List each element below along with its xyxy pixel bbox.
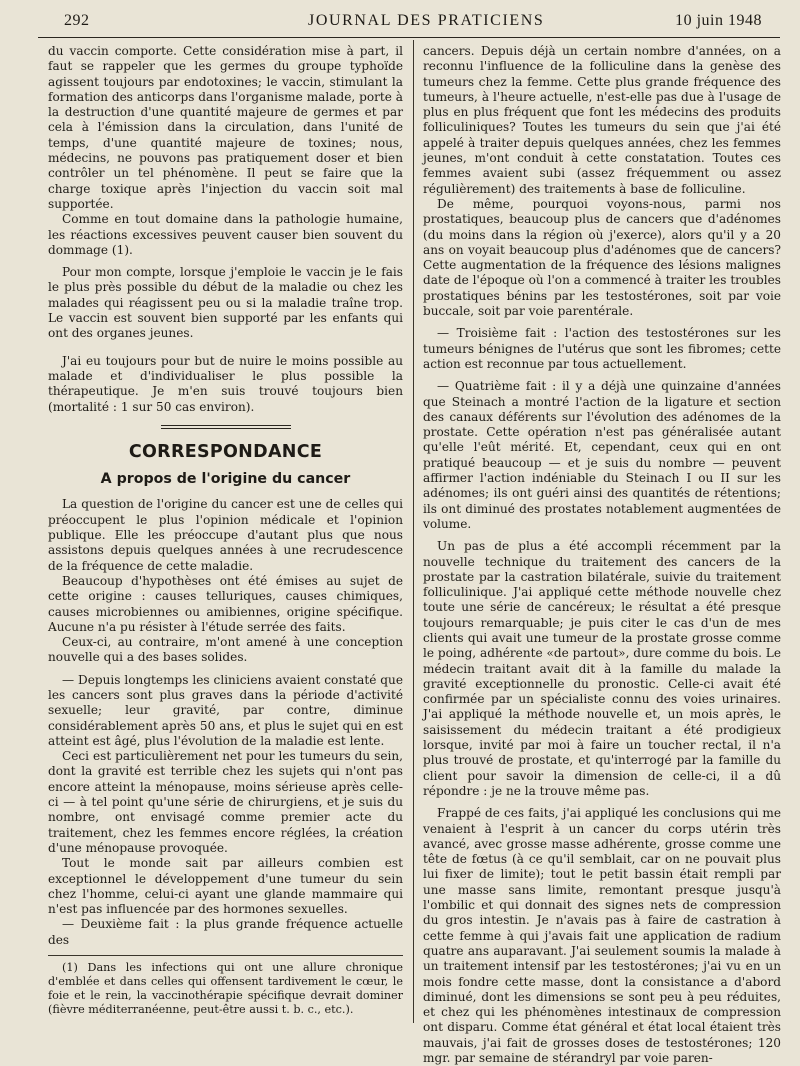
issue-date: 10 juin 1948 [675, 12, 762, 29]
paragraph: — Deuxième fait : la plus grande fréquence actuelle des [48, 917, 403, 947]
paragraph: Tout le monde sait par ailleurs combien est exceptionnel le développement d'une tumeur du sein chez l'homme, celui-ci ayant une glande mammaire qui n'est pas influencée par des hormones sexuelles. [48, 856, 403, 917]
paragraph: Un pas de plus a été accompli récemment par la nouvelle technique du traitement des cancers de la prostate par la castration bilatérale, suivie du traitement folliculinique. J'ai appliqué cette méthode nouvelle chez toute une série de cancéreux; le résultat a été presque toujours remarquable; je puis citer le cas d'un de mes clients qui avait une tumeur de la prostate grosse comme le poing, adhérente «de partout», dure comme du bois. Le médecin traitant avait dit à la famille du malade la gravité exceptionnelle du pronostic. Celle-ci avait été confirmée par un spécialiste connu des voies urinaires. J'ai appliqué la méthode nouvelle et, un mois après, le saisissement du médecin traitant a été prodigieux lorsque, invité par moi à faire un toucher rectal, il n'a plus trouvé de prostate, et qu'interrogé par la famille du client pour savoir la dimension de celle-ci, il a dû répondre : je ne la trouve même pas. [423, 539, 781, 798]
footnote-rule [48, 955, 403, 956]
paragraph: Beaucoup d'hypothèses ont été émises au sujet de cette origine : causes telluriques, causes chimiques, causes microbiennes ou amibiennes, origine spécifique. Aucune n'a pu résister à l'étude serrée des faits. [48, 573, 403, 634]
right-column [423, 44, 781, 1066]
page-number: 292 [64, 12, 90, 29]
paragraph: De même, pourquoi voyons-nous, parmi nos prostatiques, beaucoup plus de cancers que d'adénomes (du moins dans la région où j'exerce), alors qu'il y a 20 ans on voyait beaucoup plus d'adénomes que de cancers? Cette augmentation de la fréquence des lésions malignes date de l'époque où l'on a commencé à traiter les troubles prostatiques bénins par les testostérones, soit par voie buccale, soit par voie parentérale. [423, 196, 781, 319]
journal-title: JOURNAL DES PRATICIENS [308, 12, 545, 29]
paragraph: La question de l'origine du cancer est une de celles qui préoccupent le plus l'opinion médicale et l'opinion publique. Elle les préoccupe d'autant plus que nous assistons depuis quelques années à une recrudescence de la fréquence de cette maladie. [48, 497, 403, 573]
paragraph: cancers. Depuis déjà un certain nombre d'années, on a reconnu l'influence de la folliculine dans la genèse des tumeurs chez la femme. Cette plus grande fréquence des tumeurs, à l'heure actuelle, n'est-elle pas due à l'usage de plus en plus fréquent que font les médecins des produits folliculiniques? Toutes les tumeurs du sein que j'ai été appelé à traiter depuis quelques années, chez les femmes jeunes, m'ont conduit à cette constatation. Toutes ces femmes avaient subi (assez fréquemment ou assez régulièrement) des traitements à base de folliculine. [423, 44, 781, 196]
paragraph: Pour mon compte, lorsque j'emploie le vaccin je le fais le plus près possible du début de la maladie ou chez les malades qui réagissent peu ou si la maladie traîne trop. Le vaccin est souvent bien supporté par les enfants qui ont des organes jeunes. [48, 265, 403, 341]
paragraph: Ceci est particulièrement net pour les tumeurs du sein, dont la gravité est terrible chez les sujets qui n'ont pas encore atteint la ménopause, moins sérieuse après celle-ci — à tel point qu'une série de chirurgiens, et je suis du nombre, ont envisagé comme premier acte du traitement, chez les femmes encore réglées, la création d'une ménopause provoquée. [48, 749, 403, 855]
paragraph: — Troisième fait : l'action des testostérones sur les tumeurs bénignes de l'utérus que sont les fibromes; cette action est reconnue par tous actuellement. [423, 326, 781, 371]
footnote: (1) Dans les infections qui ont une allure chronique d'emblée et dans celles qui offensent tardivement le cœur, le foie et le rein, la vaccinothérapie spécifique devrait dominer (fièvre méditerranéenne, peut-être aussi t. b. c., etc.). [48, 961, 403, 1017]
paragraph: Ceux-ci, au contraire, m'ont amené à une conception nouvelle qui a des bases solides. [48, 635, 403, 665]
paragraph: Frappé de ces faits, j'ai appliqué les conclusions qui me venaient à l'esprit à un cancer du corps utérin très avancé, avec grosse masse adhérente, grosse comme une tête de fœtus (à ce qu'il semblait, car on ne pouvait plus lui fixer de limite); tout le petit bassin était rempli par une masse sans limite, remontant presque jusqu'à l'ombilic et qui donnait des signes nets de compression du gros intestin. Je n'avais pas à faire de castration à cette femme à qui j'avais fait une application de radium quatre ans auparavant. J'ai seulement soumis la malade à un traitement intensif par les testostérones; j'ai vu en un mois fondre cette masse, dont la consistance a d'abord diminué, dont les dimensions se sont peu à peu réduites, et chez qui les phénomènes intestinaux de compression ont disparu. Comme état général et état local étaient très mauvais, j'ai fait de grosses doses de testostérones; 120 mgr. par semaine de stérandryl par voie paren- [423, 806, 781, 1065]
section-divider [161, 425, 291, 429]
header-rule [38, 37, 780, 38]
paragraph: — Quatrième fait : il y a déjà une quinzaine d'années que Steinach a montré l'action de la ligature et section des canaux déférents sur l'évolution des adénomes de la prostate. Cette opération n'est pas généralisée autant qu'elle l'eût mérité. Et, cependant, ceux qui en ont pratiqué beaucoup — et je suis du nombre — peuvent affirmer l'action indéniable du Steinach I ou II sur les adénomes; ils ont guéri ainsi des quantités de rétentions; ils ont diminué des prostates notablement augmentées de volume. [423, 379, 781, 531]
paragraph: — Depuis longtemps les cliniciens avaient constaté que les cancers sont plus graves dans la période d'activité sexuelle; leur gravité, par contre, diminue considérablement après 50 ans, et plus le sujet qui en est atteint est âgé, plus l'évolution de la maladie est lente. [48, 672, 403, 748]
paragraph: Comme en tout domaine dans la pathologie humaine, les réactions excessives peuvent causer bien souvent du dommage (1). [48, 212, 403, 257]
section-title: CORRESPONDANCE [128, 441, 323, 462]
paragraph: du vaccin comporte. Cette considération mise à part, il faut se rappeler que les germes du groupe typhoïde agissent toujours par endotoxines; le vaccin, stimulant la formation des anticorps dans l'organisme malade, porte à la destruction d'une quantité majeure de germes et par cela à l'émission dans la circulation, dans l'unité de temps, d'une quantité majeure de toxines; nous, médecins, ne pouvons pas pratiquement doser et bien contrôler un tel phénomène. Il peut se faire que la charge toxique après l'injection du vaccin soit mal supportée. [48, 44, 403, 211]
column-divider [413, 40, 414, 1023]
article-title: A propos de l'origine du cancer [100, 471, 351, 488]
running-header [38, 12, 770, 34]
left-column [48, 44, 403, 1017]
paragraph: J'ai eu toujours pour but de nuire le moins possible au malade et d'individualiser le plus possible la thérapeutique. Je m'en suis trouvé toujours bien (mortalité : 1 sur 50 cas environ). [48, 353, 403, 414]
